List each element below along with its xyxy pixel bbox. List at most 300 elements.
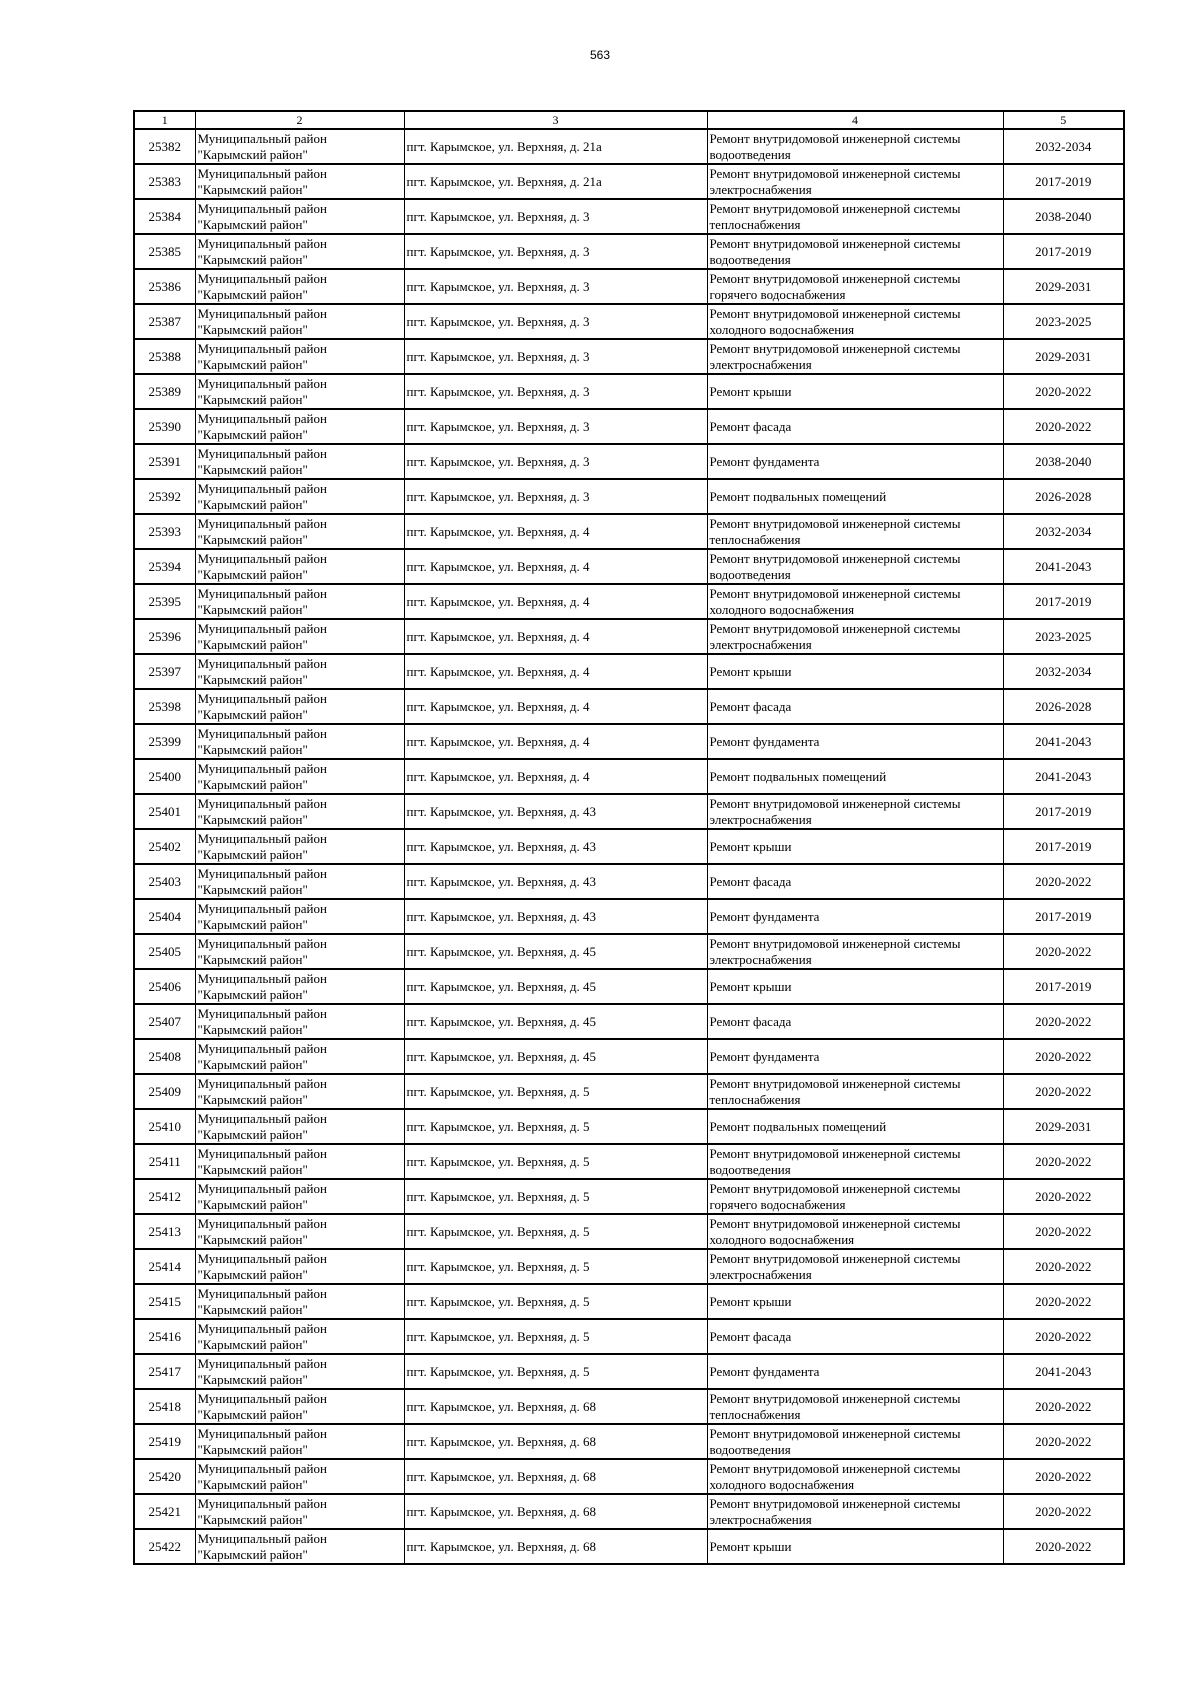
table-row xyxy=(134,864,1124,899)
table-row xyxy=(134,234,1124,269)
address-cell: пгт. Карымское, ул. Верхняя, д. 5 xyxy=(404,1319,707,1354)
row-number-cell: 25412 xyxy=(134,1179,195,1214)
row-number-cell: 25408 xyxy=(134,1039,195,1074)
municipality-cell xyxy=(195,1424,404,1459)
work-type-cell: Ремонт внутридомовой инженерной системы теплоснабжения xyxy=(707,1389,1003,1424)
table-row xyxy=(134,1319,1124,1354)
table-row xyxy=(134,129,1124,164)
row-number-cell: 25397 xyxy=(134,654,195,689)
period-cell: 2023-2025 xyxy=(1003,304,1124,339)
municipality-line: "Карымский район" xyxy=(197,216,308,232)
work-type-cell: Ремонт фундамента xyxy=(707,1039,1003,1074)
municipality-line: "Карымский район" xyxy=(197,881,308,897)
municipality-line: "Карымский район" xyxy=(197,1091,308,1107)
municipality-line: "Карымский район" xyxy=(197,1301,308,1317)
municipality-line: Муниципальный район xyxy=(197,795,327,811)
municipality-line: Муниципальный район xyxy=(197,410,327,426)
row-number-cell: 25421 xyxy=(134,1494,195,1529)
municipality-line: "Карымский район" xyxy=(197,1511,308,1527)
municipality-line: Муниципальный район xyxy=(197,830,327,846)
address-cell: пгт. Карымское, ул. Верхняя, д. 3 xyxy=(404,234,707,269)
row-number-cell: 25402 xyxy=(134,829,195,864)
period-cell: 2017-2019 xyxy=(1003,164,1124,199)
municipality-line: Муниципальный район xyxy=(197,585,327,601)
address-cell: пгт. Карымское, ул. Верхняя, д. 4 xyxy=(404,689,707,724)
row-number-cell: 25396 xyxy=(134,619,195,654)
row-number-cell: 25388 xyxy=(134,339,195,374)
period-cell: 2017-2019 xyxy=(1003,829,1124,864)
address-cell: пгт. Карымское, ул. Верхняя, д. 68 xyxy=(404,1389,707,1424)
municipality-line: "Карымский район" xyxy=(197,951,308,967)
address-cell: пгт. Карымское, ул. Верхняя, д. 5 xyxy=(404,1284,707,1319)
municipality-cell xyxy=(195,549,404,584)
municipality-line: Муниципальный район xyxy=(197,130,327,146)
address-cell: пгт. Карымское, ул. Верхняя, д. 4 xyxy=(404,549,707,584)
address-cell: пгт. Карымское, ул. Верхняя, д. 3 xyxy=(404,374,707,409)
municipality-line: "Карымский район" xyxy=(197,1406,308,1422)
municipality-line: Муниципальный район xyxy=(197,935,327,951)
table-row xyxy=(134,759,1124,794)
period-cell: 2020-2022 xyxy=(1003,1284,1124,1319)
address-cell: пгт. Карымское, ул. Верхняя, д. 4 xyxy=(404,619,707,654)
municipality-cell xyxy=(195,479,404,514)
municipality-line: "Карымский район" xyxy=(197,1021,308,1037)
row-number-cell: 25398 xyxy=(134,689,195,724)
municipality-line: "Карымский район" xyxy=(197,356,308,372)
municipality-line: "Карымский район" xyxy=(197,916,308,932)
table-row xyxy=(134,1214,1124,1249)
work-type-cell: Ремонт внутридомовой инженерной системы водоотведения xyxy=(707,1424,1003,1459)
table-row xyxy=(134,1039,1124,1074)
table-body xyxy=(134,129,1124,1564)
municipality-line: "Карымский район" xyxy=(197,461,308,477)
column-number-row xyxy=(134,111,1124,129)
municipality-cell xyxy=(195,1354,404,1389)
municipality-cell xyxy=(195,1144,404,1179)
period-cell: 2020-2022 xyxy=(1003,374,1124,409)
table-row xyxy=(134,1354,1124,1389)
period-cell: 2032-2034 xyxy=(1003,129,1124,164)
row-number-cell: 25395 xyxy=(134,584,195,619)
period-cell: 2017-2019 xyxy=(1003,584,1124,619)
row-number-cell: 25416 xyxy=(134,1319,195,1354)
table-row xyxy=(134,1249,1124,1284)
address-cell: пгт. Карымское, ул. Верхняя, д. 43 xyxy=(404,899,707,934)
period-cell: 2020-2022 xyxy=(1003,1074,1124,1109)
row-number-cell: 25385 xyxy=(134,234,195,269)
address-cell: пгт. Карымское, ул. Верхняя, д. 3 xyxy=(404,409,707,444)
row-number-cell: 25387 xyxy=(134,304,195,339)
address-cell: пгт. Карымское, ул. Верхняя, д. 3 xyxy=(404,479,707,514)
municipality-line: "Карымский район" xyxy=(197,846,308,862)
municipality-line: "Карымский район" xyxy=(197,671,308,687)
municipality-line: Муниципальный район xyxy=(197,1145,327,1161)
address-cell: пгт. Карымское, ул. Верхняя, д. 3 xyxy=(404,199,707,234)
municipality-line: "Карымский район" xyxy=(197,706,308,722)
address-cell: пгт. Карымское, ул. Верхняя, д. 68 xyxy=(404,1459,707,1494)
municipality-line: "Карымский район" xyxy=(197,1336,308,1352)
table-row xyxy=(134,1389,1124,1424)
municipality-cell xyxy=(195,304,404,339)
table-row xyxy=(134,1144,1124,1179)
municipality-line: Муниципальный район xyxy=(197,760,327,776)
municipality-line: "Карымский район" xyxy=(197,531,308,547)
row-number-cell: 25405 xyxy=(134,934,195,969)
row-number-cell: 25413 xyxy=(134,1214,195,1249)
row-number-cell: 25392 xyxy=(134,479,195,514)
municipality-cell xyxy=(195,794,404,829)
period-cell: 2020-2022 xyxy=(1003,1424,1124,1459)
work-type-cell: Ремонт внутридомовой инженерной системы электроснабжения xyxy=(707,934,1003,969)
table-row xyxy=(134,304,1124,339)
municipality-line: "Карымский район" xyxy=(197,1546,308,1562)
period-cell: 2020-2022 xyxy=(1003,1319,1124,1354)
municipality-cell xyxy=(195,164,404,199)
address-cell: пгт. Карымское, ул. Верхняя, д. 21а xyxy=(404,129,707,164)
municipality-line: "Карымский район" xyxy=(197,741,308,757)
address-cell: пгт. Карымское, ул. Верхняя, д. 5 xyxy=(404,1074,707,1109)
address-cell: пгт. Карымское, ул. Верхняя, д. 45 xyxy=(404,934,707,969)
municipality-line: Муниципальный район xyxy=(197,165,327,181)
period-cell: 2029-2031 xyxy=(1003,269,1124,304)
municipality-cell xyxy=(195,409,404,444)
municipality-cell xyxy=(195,619,404,654)
municipality-cell xyxy=(195,654,404,689)
municipality-cell xyxy=(195,864,404,899)
table-row xyxy=(134,269,1124,304)
table-row xyxy=(134,794,1124,829)
municipality-line: Муниципальный район xyxy=(197,1460,327,1476)
work-type-cell: Ремонт крыши xyxy=(707,654,1003,689)
work-type-cell: Ремонт внутридомовой инженерной системы электроснабжения xyxy=(707,1494,1003,1529)
municipality-line: Муниципальный район xyxy=(197,375,327,391)
work-type-cell: Ремонт внутридомовой инженерной системы водоотведения xyxy=(707,234,1003,269)
column-header: 1 xyxy=(134,111,195,129)
work-type-cell: Ремонт внутридомовой инженерной системы холодного водоснабжения xyxy=(707,1214,1003,1249)
period-cell: 2020-2022 xyxy=(1003,934,1124,969)
row-number-cell: 25407 xyxy=(134,1004,195,1039)
municipality-cell xyxy=(195,724,404,759)
work-type-cell: Ремонт подвальных помещений xyxy=(707,759,1003,794)
table-row xyxy=(134,689,1124,724)
municipality-cell xyxy=(195,689,404,724)
municipality-line: Муниципальный район xyxy=(197,235,327,251)
period-cell: 2020-2022 xyxy=(1003,1004,1124,1039)
municipality-line: Муниципальный район xyxy=(197,1110,327,1126)
row-number-cell: 25417 xyxy=(134,1354,195,1389)
municipality-cell xyxy=(195,1459,404,1494)
work-type-cell: Ремонт внутридомовой инженерной системы холодного водоснабжения xyxy=(707,1459,1003,1494)
period-cell: 2029-2031 xyxy=(1003,1109,1124,1144)
table-row xyxy=(134,1179,1124,1214)
municipality-cell xyxy=(195,1389,404,1424)
address-cell: пгт. Карымское, ул. Верхняя, д. 43 xyxy=(404,864,707,899)
work-type-cell: Ремонт внутридомовой инженерной системы электроснабжения xyxy=(707,164,1003,199)
period-cell: 2041-2043 xyxy=(1003,724,1124,759)
work-type-cell: Ремонт внутридомовой инженерной системы теплоснабжения xyxy=(707,1074,1003,1109)
municipality-line: "Карымский район" xyxy=(197,1196,308,1212)
work-type-cell: Ремонт крыши xyxy=(707,374,1003,409)
work-type-cell: Ремонт внутридомовой инженерной системы горячего водоснабжения xyxy=(707,1179,1003,1214)
municipality-cell xyxy=(195,1179,404,1214)
municipality-line: Муниципальный район xyxy=(197,1425,327,1441)
municipality-cell xyxy=(195,1074,404,1109)
municipality-cell xyxy=(195,829,404,864)
municipality-line: Муниципальный район xyxy=(197,690,327,706)
table-row xyxy=(134,899,1124,934)
municipality-cell xyxy=(195,129,404,164)
address-cell: пгт. Карымское, ул. Верхняя, д. 45 xyxy=(404,969,707,1004)
address-cell: пгт. Карымское, ул. Верхняя, д. 5 xyxy=(404,1214,707,1249)
row-number-cell: 25418 xyxy=(134,1389,195,1424)
municipality-line: "Карымский район" xyxy=(197,566,308,582)
work-type-cell: Ремонт внутридомовой инженерной системы электроснабжения xyxy=(707,1249,1003,1284)
municipality-line: "Карымский район" xyxy=(197,146,308,162)
address-cell: пгт. Карымское, ул. Верхняя, д. 3 xyxy=(404,339,707,374)
page-number: 563 xyxy=(589,48,611,62)
row-number-cell: 25406 xyxy=(134,969,195,1004)
municipality-cell xyxy=(195,1494,404,1529)
column-header: 2 xyxy=(195,111,404,129)
address-cell: пгт. Карымское, ул. Верхняя, д. 3 xyxy=(404,269,707,304)
period-cell: 2026-2028 xyxy=(1003,689,1124,724)
address-cell: пгт. Карымское, ул. Верхняя, д. 5 xyxy=(404,1144,707,1179)
period-cell: 2023-2025 xyxy=(1003,619,1124,654)
table-row xyxy=(134,724,1124,759)
address-cell: пгт. Карымское, ул. Верхняя, д. 4 xyxy=(404,759,707,794)
municipality-line: "Карымский район" xyxy=(197,181,308,197)
period-cell: 2020-2022 xyxy=(1003,1249,1124,1284)
municipality-line: Муниципальный район xyxy=(197,550,327,566)
municipality-line: Муниципальный район xyxy=(197,1250,327,1266)
work-type-cell: Ремонт внутридомовой инженерной системы холодного водоснабжения xyxy=(707,304,1003,339)
row-number-cell: 25401 xyxy=(134,794,195,829)
municipality-line: "Карымский район" xyxy=(197,426,308,442)
municipality-line: "Карымский район" xyxy=(197,1441,308,1457)
row-number-cell: 25419 xyxy=(134,1424,195,1459)
address-cell: пгт. Карымское, ул. Верхняя, д. 5 xyxy=(404,1179,707,1214)
column-header: 4 xyxy=(707,111,1003,129)
work-type-cell: Ремонт фасада xyxy=(707,409,1003,444)
municipality-line: Муниципальный район xyxy=(197,1320,327,1336)
period-cell: 2017-2019 xyxy=(1003,234,1124,269)
table-row xyxy=(134,549,1124,584)
row-number-cell: 25415 xyxy=(134,1284,195,1319)
municipality-line: Муниципальный район xyxy=(197,480,327,496)
row-number-cell: 25400 xyxy=(134,759,195,794)
municipality-cell xyxy=(195,234,404,269)
municipality-line: "Карымский район" xyxy=(197,286,308,302)
row-number-cell: 25389 xyxy=(134,374,195,409)
municipality-line: Муниципальный район xyxy=(197,270,327,286)
work-type-cell: Ремонт подвальных помещений xyxy=(707,1109,1003,1144)
work-type-cell: Ремонт фасада xyxy=(707,864,1003,899)
municipality-line: "Карымский район" xyxy=(197,1371,308,1387)
address-cell: пгт. Карымское, ул. Верхняя, д. 5 xyxy=(404,1109,707,1144)
table-row xyxy=(134,514,1124,549)
work-type-cell: Ремонт внутридомовой инженерной системы электроснабжения xyxy=(707,794,1003,829)
work-type-cell: Ремонт внутридомовой инженерной системы водоотведения xyxy=(707,1144,1003,1179)
municipality-cell xyxy=(195,1004,404,1039)
period-cell: 2038-2040 xyxy=(1003,199,1124,234)
municipality-line: Муниципальный район xyxy=(197,1040,327,1056)
table-row xyxy=(134,199,1124,234)
work-type-cell: Ремонт внутридомовой инженерной системы горячего водоснабжения xyxy=(707,269,1003,304)
municipality-line: "Карымский район" xyxy=(197,251,308,267)
table-row xyxy=(134,409,1124,444)
period-cell: 2020-2022 xyxy=(1003,1494,1124,1529)
period-cell: 2020-2022 xyxy=(1003,1529,1124,1564)
work-type-cell: Ремонт крыши xyxy=(707,1284,1003,1319)
table-row xyxy=(134,1109,1124,1144)
municipality-line: Муниципальный район xyxy=(197,515,327,531)
municipality-line: Муниципальный район xyxy=(197,620,327,636)
period-cell: 2020-2022 xyxy=(1003,1039,1124,1074)
row-number-cell: 25386 xyxy=(134,269,195,304)
municipality-line: Муниципальный район xyxy=(197,445,327,461)
table-row xyxy=(134,1494,1124,1529)
municipality-line: "Карымский район" xyxy=(197,1476,308,1492)
table-row xyxy=(134,934,1124,969)
municipality-line: Муниципальный район xyxy=(197,1355,327,1371)
period-cell: 2029-2031 xyxy=(1003,339,1124,374)
table-row xyxy=(134,444,1124,479)
municipality-line: "Карымский район" xyxy=(197,601,308,617)
row-number-cell: 25403 xyxy=(134,864,195,899)
period-cell: 2020-2022 xyxy=(1003,864,1124,899)
period-cell: 2041-2043 xyxy=(1003,549,1124,584)
row-number-cell: 25414 xyxy=(134,1249,195,1284)
municipality-line: Муниципальный район xyxy=(197,900,327,916)
municipality-line: Муниципальный район xyxy=(197,305,327,321)
municipality-line: "Карымский район" xyxy=(197,1161,308,1177)
municipality-line: Муниципальный район xyxy=(197,725,327,741)
row-number-cell: 25411 xyxy=(134,1144,195,1179)
row-number-cell: 25391 xyxy=(134,444,195,479)
municipality-cell xyxy=(195,199,404,234)
municipality-line: Муниципальный район xyxy=(197,1005,327,1021)
address-cell: пгт. Карымское, ул. Верхняя, д. 5 xyxy=(404,1249,707,1284)
municipality-line: "Карымский район" xyxy=(197,1231,308,1247)
municipality-line: "Карымский район" xyxy=(197,391,308,407)
period-cell: 2020-2022 xyxy=(1003,409,1124,444)
row-number-cell: 25420 xyxy=(134,1459,195,1494)
municipality-line: "Карымский район" xyxy=(197,1056,308,1072)
address-cell: пгт. Карымское, ул. Верхняя, д. 43 xyxy=(404,794,707,829)
municipality-line: Муниципальный район xyxy=(197,655,327,671)
row-number-cell: 25409 xyxy=(134,1074,195,1109)
table-row xyxy=(134,654,1124,689)
period-cell: 2032-2034 xyxy=(1003,654,1124,689)
municipality-line: "Карымский район" xyxy=(197,636,308,652)
work-type-cell: Ремонт фасада xyxy=(707,1319,1003,1354)
row-number-cell: 25422 xyxy=(134,1529,195,1564)
work-type-cell: Ремонт крыши xyxy=(707,1529,1003,1564)
municipality-cell xyxy=(195,1319,404,1354)
work-type-cell: Ремонт фундамента xyxy=(707,1354,1003,1389)
work-type-cell: Ремонт фасада xyxy=(707,1004,1003,1039)
table-row xyxy=(134,619,1124,654)
work-type-cell: Ремонт внутридомовой инженерной системы холодного водоснабжения xyxy=(707,584,1003,619)
address-cell: пгт. Карымское, ул. Верхняя, д. 4 xyxy=(404,514,707,549)
municipality-line: Муниципальный район xyxy=(197,1075,327,1091)
table-row xyxy=(134,339,1124,374)
table-row xyxy=(134,374,1124,409)
municipality-cell xyxy=(195,374,404,409)
period-cell: 2020-2022 xyxy=(1003,1389,1124,1424)
table-row xyxy=(134,1004,1124,1039)
work-type-cell: Ремонт внутридомовой инженерной системы электроснабжения xyxy=(707,339,1003,374)
municipality-line: "Карымский район" xyxy=(197,776,308,792)
work-type-cell: Ремонт фасада xyxy=(707,689,1003,724)
table-row xyxy=(134,1459,1124,1494)
period-cell: 2032-2034 xyxy=(1003,514,1124,549)
municipality-cell xyxy=(195,1284,404,1319)
period-cell: 2020-2022 xyxy=(1003,1214,1124,1249)
work-type-cell: Ремонт внутридомовой инженерной системы водоотведения xyxy=(707,549,1003,584)
address-cell: пгт. Карымское, ул. Верхняя, д. 68 xyxy=(404,1494,707,1529)
row-number-cell: 25390 xyxy=(134,409,195,444)
column-header: 5 xyxy=(1003,111,1124,129)
municipality-line: Муниципальный район xyxy=(197,1180,327,1196)
table-row xyxy=(134,1074,1124,1109)
work-type-cell: Ремонт фундамента xyxy=(707,444,1003,479)
address-cell: пгт. Карымское, ул. Верхняя, д. 68 xyxy=(404,1529,707,1564)
row-number-cell: 25399 xyxy=(134,724,195,759)
municipality-line: Муниципальный район xyxy=(197,200,327,216)
address-cell: пгт. Карымское, ул. Верхняя, д. 4 xyxy=(404,724,707,759)
address-cell: пгт. Карымское, ул. Верхняя, д. 5 xyxy=(404,1354,707,1389)
table-row xyxy=(134,584,1124,619)
work-type-cell: Ремонт подвальных помещений xyxy=(707,479,1003,514)
row-number-cell: 25384 xyxy=(134,199,195,234)
municipality-line: "Карымский район" xyxy=(197,321,308,337)
municipality-cell xyxy=(195,444,404,479)
municipality-line: Муниципальный район xyxy=(197,1285,327,1301)
column-header: 3 xyxy=(404,111,707,129)
municipality-cell xyxy=(195,1109,404,1144)
work-type-cell: Ремонт фундамента xyxy=(707,724,1003,759)
address-cell: пгт. Карымское, ул. Верхняя, д. 3 xyxy=(404,444,707,479)
period-cell: 2017-2019 xyxy=(1003,899,1124,934)
municipality-line: Муниципальный район xyxy=(197,1495,327,1511)
work-type-cell: Ремонт внутридомовой инженерной системы теплоснабжения xyxy=(707,514,1003,549)
municipality-cell xyxy=(195,969,404,1004)
period-cell: 2041-2043 xyxy=(1003,1354,1124,1389)
address-cell: пгт. Карымское, ул. Верхняя, д. 4 xyxy=(404,654,707,689)
table-row xyxy=(134,479,1124,514)
municipality-line: "Карымский район" xyxy=(197,1266,308,1282)
work-type-cell: Ремонт крыши xyxy=(707,829,1003,864)
municipality-cell xyxy=(195,759,404,794)
address-cell: пгт. Карымское, ул. Верхняя, д. 21а xyxy=(404,164,707,199)
work-type-cell: Ремонт крыши xyxy=(707,969,1003,1004)
row-number-cell: 25393 xyxy=(134,514,195,549)
municipality-line: Муниципальный район xyxy=(197,340,327,356)
municipality-cell xyxy=(195,934,404,969)
municipality-line: Муниципальный район xyxy=(197,1390,327,1406)
period-cell: 2020-2022 xyxy=(1003,1144,1124,1179)
address-cell: пгт. Карымское, ул. Верхняя, д. 4 xyxy=(404,584,707,619)
municipality-cell xyxy=(195,1529,404,1564)
row-number-cell: 25394 xyxy=(134,549,195,584)
municipality-cell xyxy=(195,339,404,374)
table-row xyxy=(134,1284,1124,1319)
work-type-cell: Ремонт фундамента xyxy=(707,899,1003,934)
row-number-cell: 25410 xyxy=(134,1109,195,1144)
municipality-line: Муниципальный район xyxy=(197,1530,327,1546)
row-number-cell: 25404 xyxy=(134,899,195,934)
